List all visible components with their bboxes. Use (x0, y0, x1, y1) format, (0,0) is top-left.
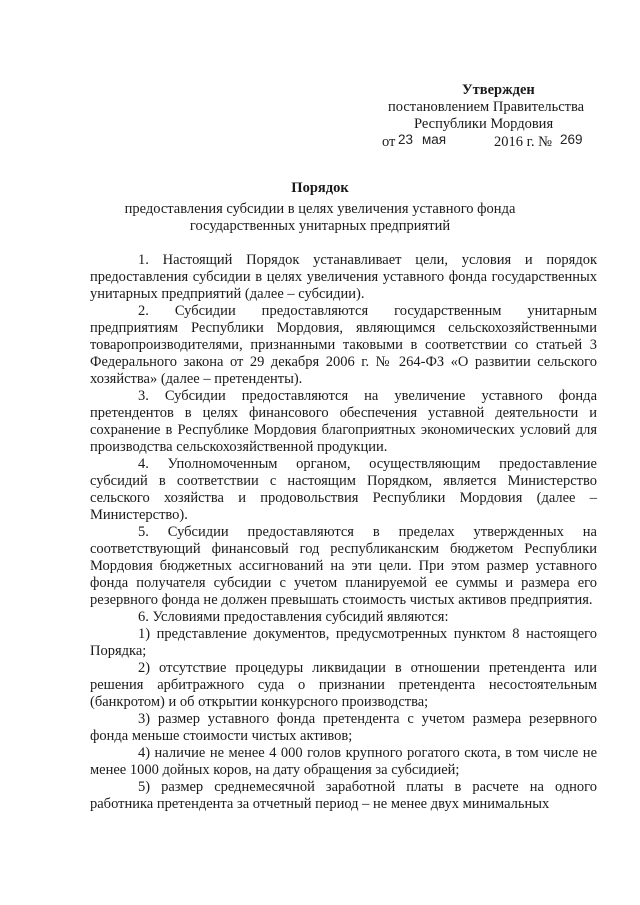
paragraph-3: 3. Субсидии предоставляются на увеличение уставного фонда претендентов в целях финансового обеспечения уставной деятельности и сохранение в Республике Мордовия благоприятных экономических условий для производства сельскохозяйственной продукции. (90, 388, 597, 455)
document-title-block (100, 180, 540, 235)
paragraph-1: 1. Настоящий Порядок устанавливает цели, условия и порядок предоставления субсидии в целях увеличения уставного фонда государственных унитарных предприятий (далее – субсидии). (90, 252, 597, 302)
approval-line-republic: Республики Мордовия (414, 116, 554, 132)
paragraph-5: 5. Субсидии предоставляются в пределах утвержденных на соответствующий финансовый год республиканским бюджетом Республики Мордовия бюджетных ассигнований на эти цели. При этом размер уставного фонда получателя субсидии с учетом планируемой ее суммы и размера его резервного фонда не должен превышать стоимость чистых активов предприятия. (90, 524, 597, 608)
condition-3: 3) размер уставного фонда претендента с учетом размера резервного фонда меньше стоимости чистых активов; (90, 711, 597, 744)
approval-date-line (372, 133, 612, 153)
approval-date-prefix: от (382, 134, 396, 150)
approval-month: мая (422, 132, 447, 147)
condition-2: 2) отсутствие процедуры ликвидации в отношении претендента или решения арбитражного суда о признании претендента несостоятельным (банкротом) и об открытии конкурсного производства; (90, 660, 597, 710)
approval-stamp (372, 82, 612, 153)
approval-number: 269 (560, 132, 583, 147)
condition-4: 4) наличие не менее 4 000 голов крупного рогатого скота, в том числе не менее 1000 дойных коров, на дату обращения за субсидией; (90, 745, 597, 778)
condition-5: 5) размер среднемесячной заработной платы в расчете на одного работника претендента за отчетный период – не менее двух минимальных (90, 779, 597, 812)
condition-1: 1) представление документов, предусмотренных пунктом 8 настоящего Порядка; (90, 626, 597, 659)
approval-line-government: постановлением Правительства (388, 99, 585, 115)
document-subtitle-line2: государственных унитарных предприятий (189, 218, 451, 234)
document-heading: Порядок (291, 180, 349, 196)
approval-title: Утвержден (462, 82, 535, 98)
approval-year: 2016 г. № (494, 134, 553, 150)
document-subtitle-line1: предоставления субсидии в целях увеличения уставного фонда (124, 201, 516, 217)
paragraph-4: 4. Уполномоченным органом, осуществляющим предоставление субсидий в соответствии с настоящим Порядком, является Министерство сельского хозяйства и продовольствия Республики Мордовия (далее – Министерство). (90, 456, 597, 523)
paragraph-6: 6. Условиями предоставления субсидий являются: (138, 609, 449, 625)
paragraph-2: 2. Субсидии предоставляются государственным унитарным предприятиям Республики Мордовия, являющимся сельскохозяйственными товаропроизводителями, признанными таковыми в соответствии со статьей 3 Федерального закона от 29 декабря 2006 г. № 264-ФЗ «О развитии сельского хозяйства» (далее – претенденты). (90, 303, 597, 387)
document-body (90, 252, 597, 813)
approval-day: 23 (398, 132, 414, 147)
